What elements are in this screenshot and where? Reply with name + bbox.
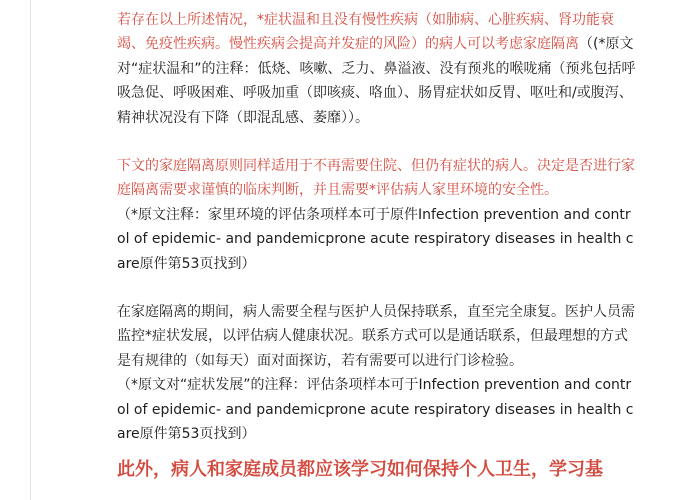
highlighted-text: 若存在以上所述情况，*症状温和且没有慢性疾病（如肺病、心脏疾病、肾功能衰竭、免疫性疾病。慢性疾病会提高并发症的风险）的病人可以考虑家庭隔离 [117, 12, 614, 53]
paragraph-home-isolation-principle: 下文的家庭隔离原则同样适用于不再需要住院、但仍有症状的病人。决定是否进行家庭隔离需要求谨慎的临床判断，并且需要*评估病人家里环境的安全性。 [117, 158, 635, 199]
footnote-symptom-progression: （*原文对“症状发展”的注释：评估条项样本可于Infection prevention and control of epidemic- and pandemicprone acute respiratory diseases in health care原件第53页找到） [117, 377, 634, 443]
article-body [117, 8, 637, 483]
paragraph-home-isolation-criteria [117, 8, 637, 130]
paragraph-spacer [117, 130, 637, 154]
footnote-mild-symptoms: （(*原文对“症状温和”的注释：低烧、咳嗽、乏力、鼻溢液、没有预兆的喉咙痛（预兆包括呼吸急促、呼吸困难、呼吸加重（即咳痰、咯血）、肠胃症状如反胃、呕吐和/或腹泻、精神状况没有下降（即混乱感、萎靡））。 [117, 36, 636, 126]
paragraph-spacer [117, 276, 637, 300]
footnote-home-environment: （*原文注释：家里环境的评估条项样本可于原件Infection prevention and control of epidemic- and pandemicprone acute respiratory diseases in health care原件第53页找到） [117, 206, 634, 272]
section-heading: 此外，病人和家庭成员都应该学习如何保持个人卫生，学习基 [117, 458, 603, 480]
left-border-line [30, 0, 31, 500]
paragraph-monitoring: 在家庭隔离的期间，病人需要全程与医护人员保持联系，直至完全康复。医护人员需监控*症状发展，以评估病人健康状况。联系方式可以是通话联系，但最理想的方式是有规律的（如每天）面对面探访，若有需要可以进行门诊检验。 [117, 304, 635, 369]
